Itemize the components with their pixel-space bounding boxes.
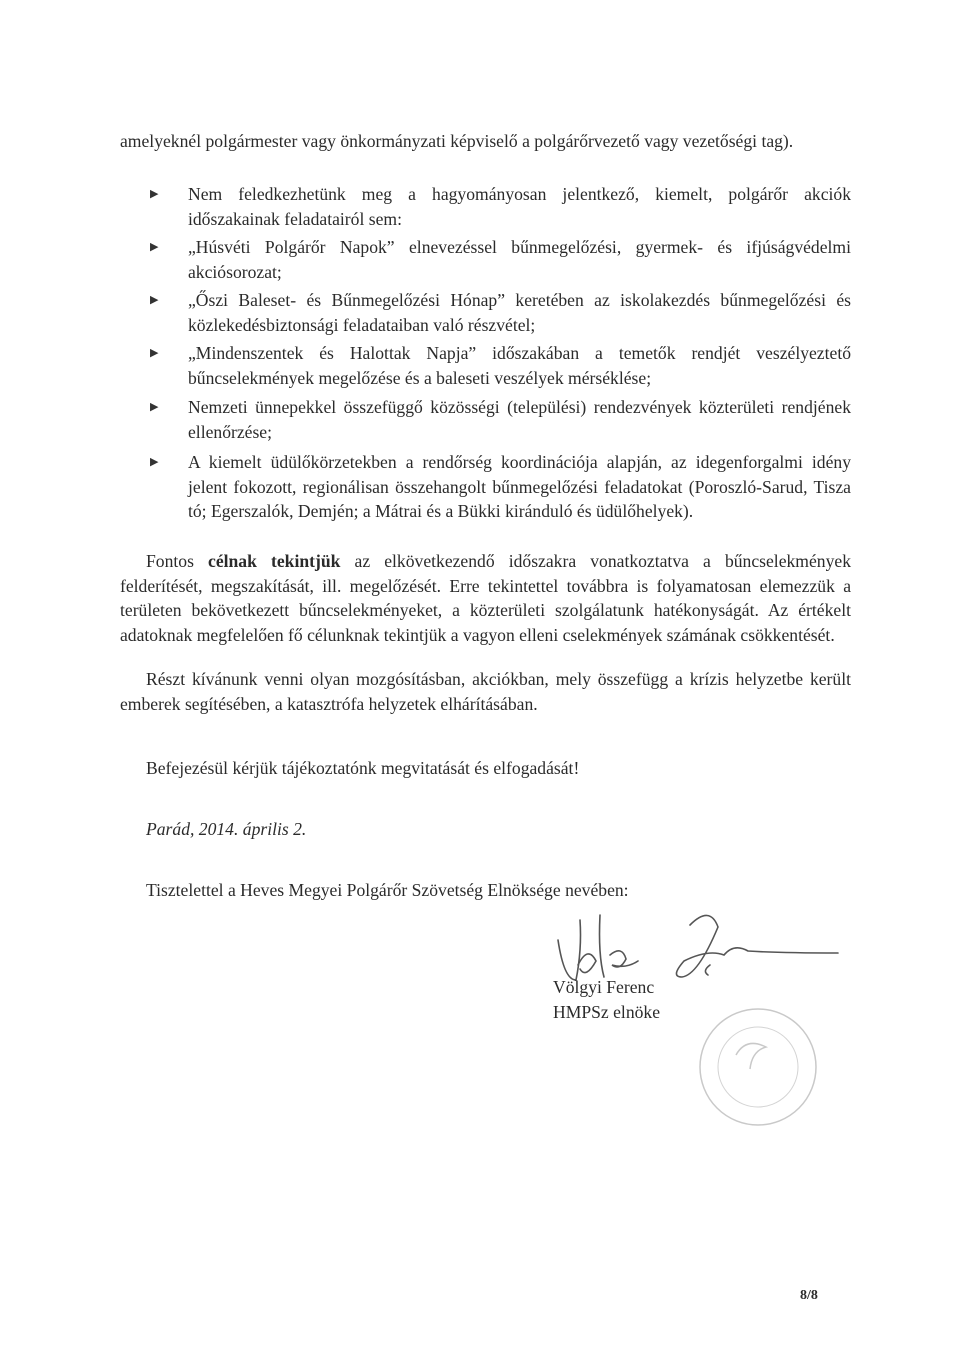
bullet-arrow-icon: ▶	[150, 188, 159, 200]
goal-emphasis: célnak tekintjük	[208, 551, 341, 571]
bullet-item: „Őszi Baleset- és Bűnmegelőzési Hónap” keretében az iskolakezdés bűnmegelőzési és közlekedésbiztonsági feladataiban való részvétel;	[188, 290, 851, 335]
participation-text: Részt kívánunk venni olyan mozgósításban, akciókban, mely összefügg a krízis helyzetbe került emberek segítésében, a katasztrófa helyzetek elhárításában.	[120, 669, 851, 714]
round-stamp	[700, 1009, 816, 1125]
intro-continuation: amelyeknél polgármester vagy önkormányzati képviselő a polgárőrvezető vagy vezetőségi tag).	[120, 131, 794, 151]
goal-post: az elkövetkezendő időszakra vonatkoztatva a bűncselekmények felderítését, megszakítását, ill. megelőzését. Erre tekintettel továbbra is folyamatosan elemezzük a területen bekövetkezett bűncselekményeket, a közterületi szolgálatunk hatékonyságát. Az értékelt adatoknak megfelelően fő célunknak tekintjük a vagyon elleni cselekmények számának csökkentését.	[120, 551, 851, 645]
bullet-arrow-icon: ▶	[150, 294, 159, 306]
goal-paragraph	[120, 549, 851, 647]
handwritten-signature	[558, 915, 838, 980]
signatory-name: Völgyi Ferenc	[553, 977, 655, 997]
bullet-arrow-icon: ▶	[150, 241, 159, 253]
bullet-arrow-icon: ▶	[150, 456, 159, 468]
participation-paragraph	[120, 667, 851, 716]
bullet-arrow-icon: ▶	[150, 347, 159, 359]
bullet-item: Nem feledkezhetünk meg a hagyományosan jelentkező, kiemelt, polgárőr akciók időszakainak feladatairól sem:	[188, 184, 851, 229]
regards-line: Tisztelettel a Heves Megyei Polgárőr Szövetség Elnöksége nevében:	[146, 880, 629, 900]
bullet-arrow-icon: ▶	[150, 401, 159, 413]
bullet-item: „Húsvéti Polgárőr Napok” elnevezéssel bűnmegelőzési, gyermek- és ifjúságvédelmi akciósorozat;	[188, 237, 851, 282]
bullet-item: „Mindenszentek és Halottak Napja” időszakában a temetők rendjét veszélyeztető bűncselekmények megelőzése és a baleseti veszélyek mérséklése;	[188, 343, 851, 388]
bullet-item: Nemzeti ünnepekkel összefüggő közösségi (települési) rendezvények közterületi rendjének ellenőrzése;	[188, 397, 851, 442]
page-number: 8/8	[800, 1288, 818, 1303]
place-date: Parád, 2014. április 2.	[146, 819, 307, 839]
goal-pre: Fontos	[146, 551, 209, 571]
bullet-item: A kiemelt üdülőkörzetekben a rendőrség koordinációja alapján, az idegenforgalmi idény jelent fokozott, regionálisan összehangolt bűnmegelőzési feladatokat (Poroszló-Sarud, Tisza tó; Egerszalók, Demjén; a Mátrai és a Bükki kiránduló és üdülőhelyek).	[188, 452, 851, 521]
closing-line: Befejezésül kérjük tájékoztatónk megvitatását és elfogadását!	[146, 758, 580, 778]
signatory-role: HMPSz elnöke	[553, 1002, 661, 1022]
